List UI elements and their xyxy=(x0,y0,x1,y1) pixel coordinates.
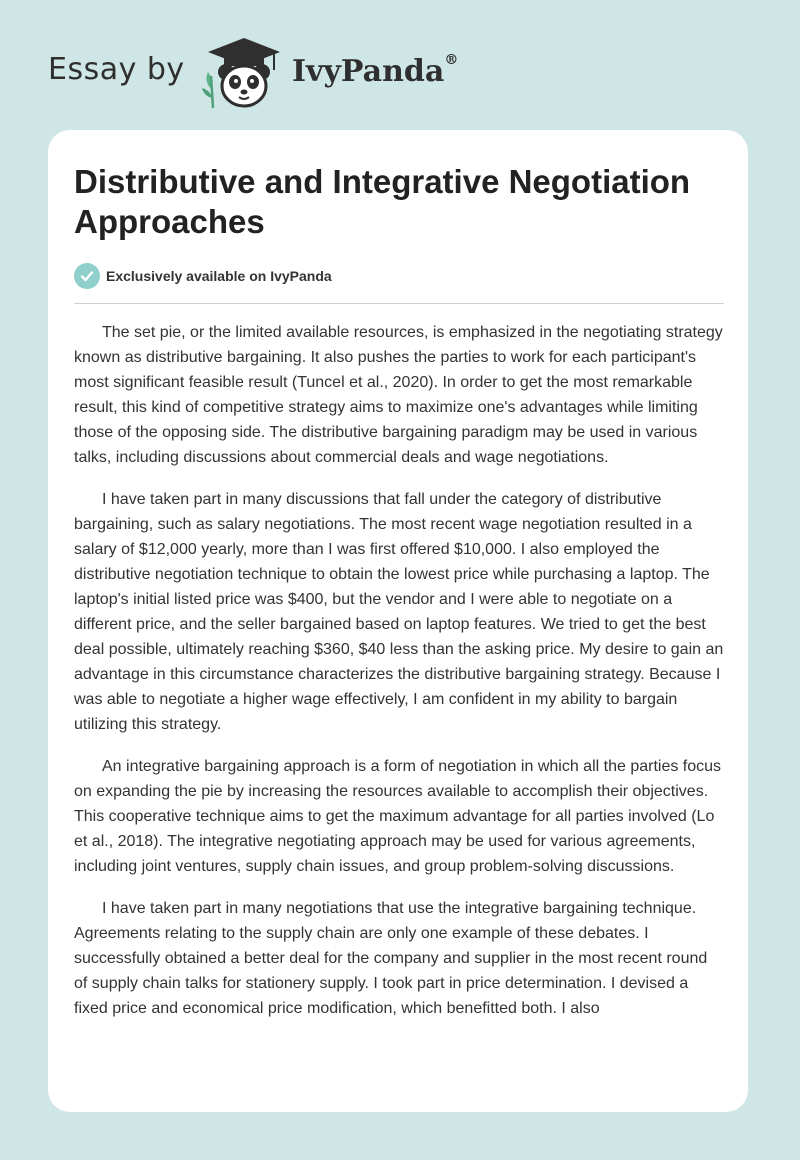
divider xyxy=(74,303,724,304)
brand-label: IvyPanda xyxy=(292,54,445,89)
essay-by-label: Essay by xyxy=(48,52,185,87)
paragraph: I have taken part in many discussions that fall under the category of distributive bargaining, such as salary negotiations. The most recent wage negotiation resulted in a salary of $12,000 yearly, more than I was first offered $10,000. I also employed the distributive negotiation technique to obtain the lowest price while purchasing a laptop. The laptop's initial listed price was $400, but the vendor and I were able to negotiate on a different price, and the seller bargained based on laptop features. We tried to get the best deal possible, ultimately reaching $360, $40 less than the asking price. My desire to gain an advantage in this circumstance characterizes the distributive bargaining strategy. Because I was able to negotiate a higher wage effectively, I am confident in my ability to bargain utilizing this strategy. xyxy=(74,491,724,733)
essay-card xyxy=(48,130,748,1112)
registered-mark: ® xyxy=(444,52,459,68)
check-circle-icon xyxy=(74,263,100,289)
exclusive-badge-label: Exclusively available on IvyPanda xyxy=(106,268,332,284)
paragraph: I have taken part in many negotiations that use the integrative bargaining technique. Agreements relating to the supply chain are only one example of these debates. I successfully obtained a better deal for the company and supplier in the most recent round of supply chain talks for stationery supply. I took part in price determination. I devised a fixed price and economical price modification, which benefitted both. I also xyxy=(74,900,708,1017)
panda-graduate-logo-icon[interactable] xyxy=(202,36,286,110)
brand-name[interactable] xyxy=(292,54,458,89)
exclusive-badge xyxy=(74,262,332,290)
paragraph: An integrative bargaining approach is a form of negotiation in which all the parties focus on expanding the pie by increasing the resources available to accomplish their objectives. This cooperative technique aims to get the maximum advantage for all parties involved (Lo et al., 2018). The integrative negotiating approach may be used for various agreements, including joint ventures, supply chain issues, and group problem-solving discussions. xyxy=(74,758,722,875)
essay-body xyxy=(74,320,724,1038)
paragraph: The set pie, or the limited available resources, is emphasized in the negotiating strategy known as distributive bargaining. It also pushes the parties to work for each participant's most significant feasible result (Tuncel et al., 2020). In order to get the most remarkable result, this kind of competitive strategy aims to maximize one's advantages while limiting those of the opposing side. The distributive bargaining paradigm may be used in various talks, including discussions about commercial deals and wage negotiations. xyxy=(74,324,723,466)
page-title: Distributive and Integrative Negotiation Approaches xyxy=(74,163,691,240)
site-header xyxy=(48,30,508,110)
